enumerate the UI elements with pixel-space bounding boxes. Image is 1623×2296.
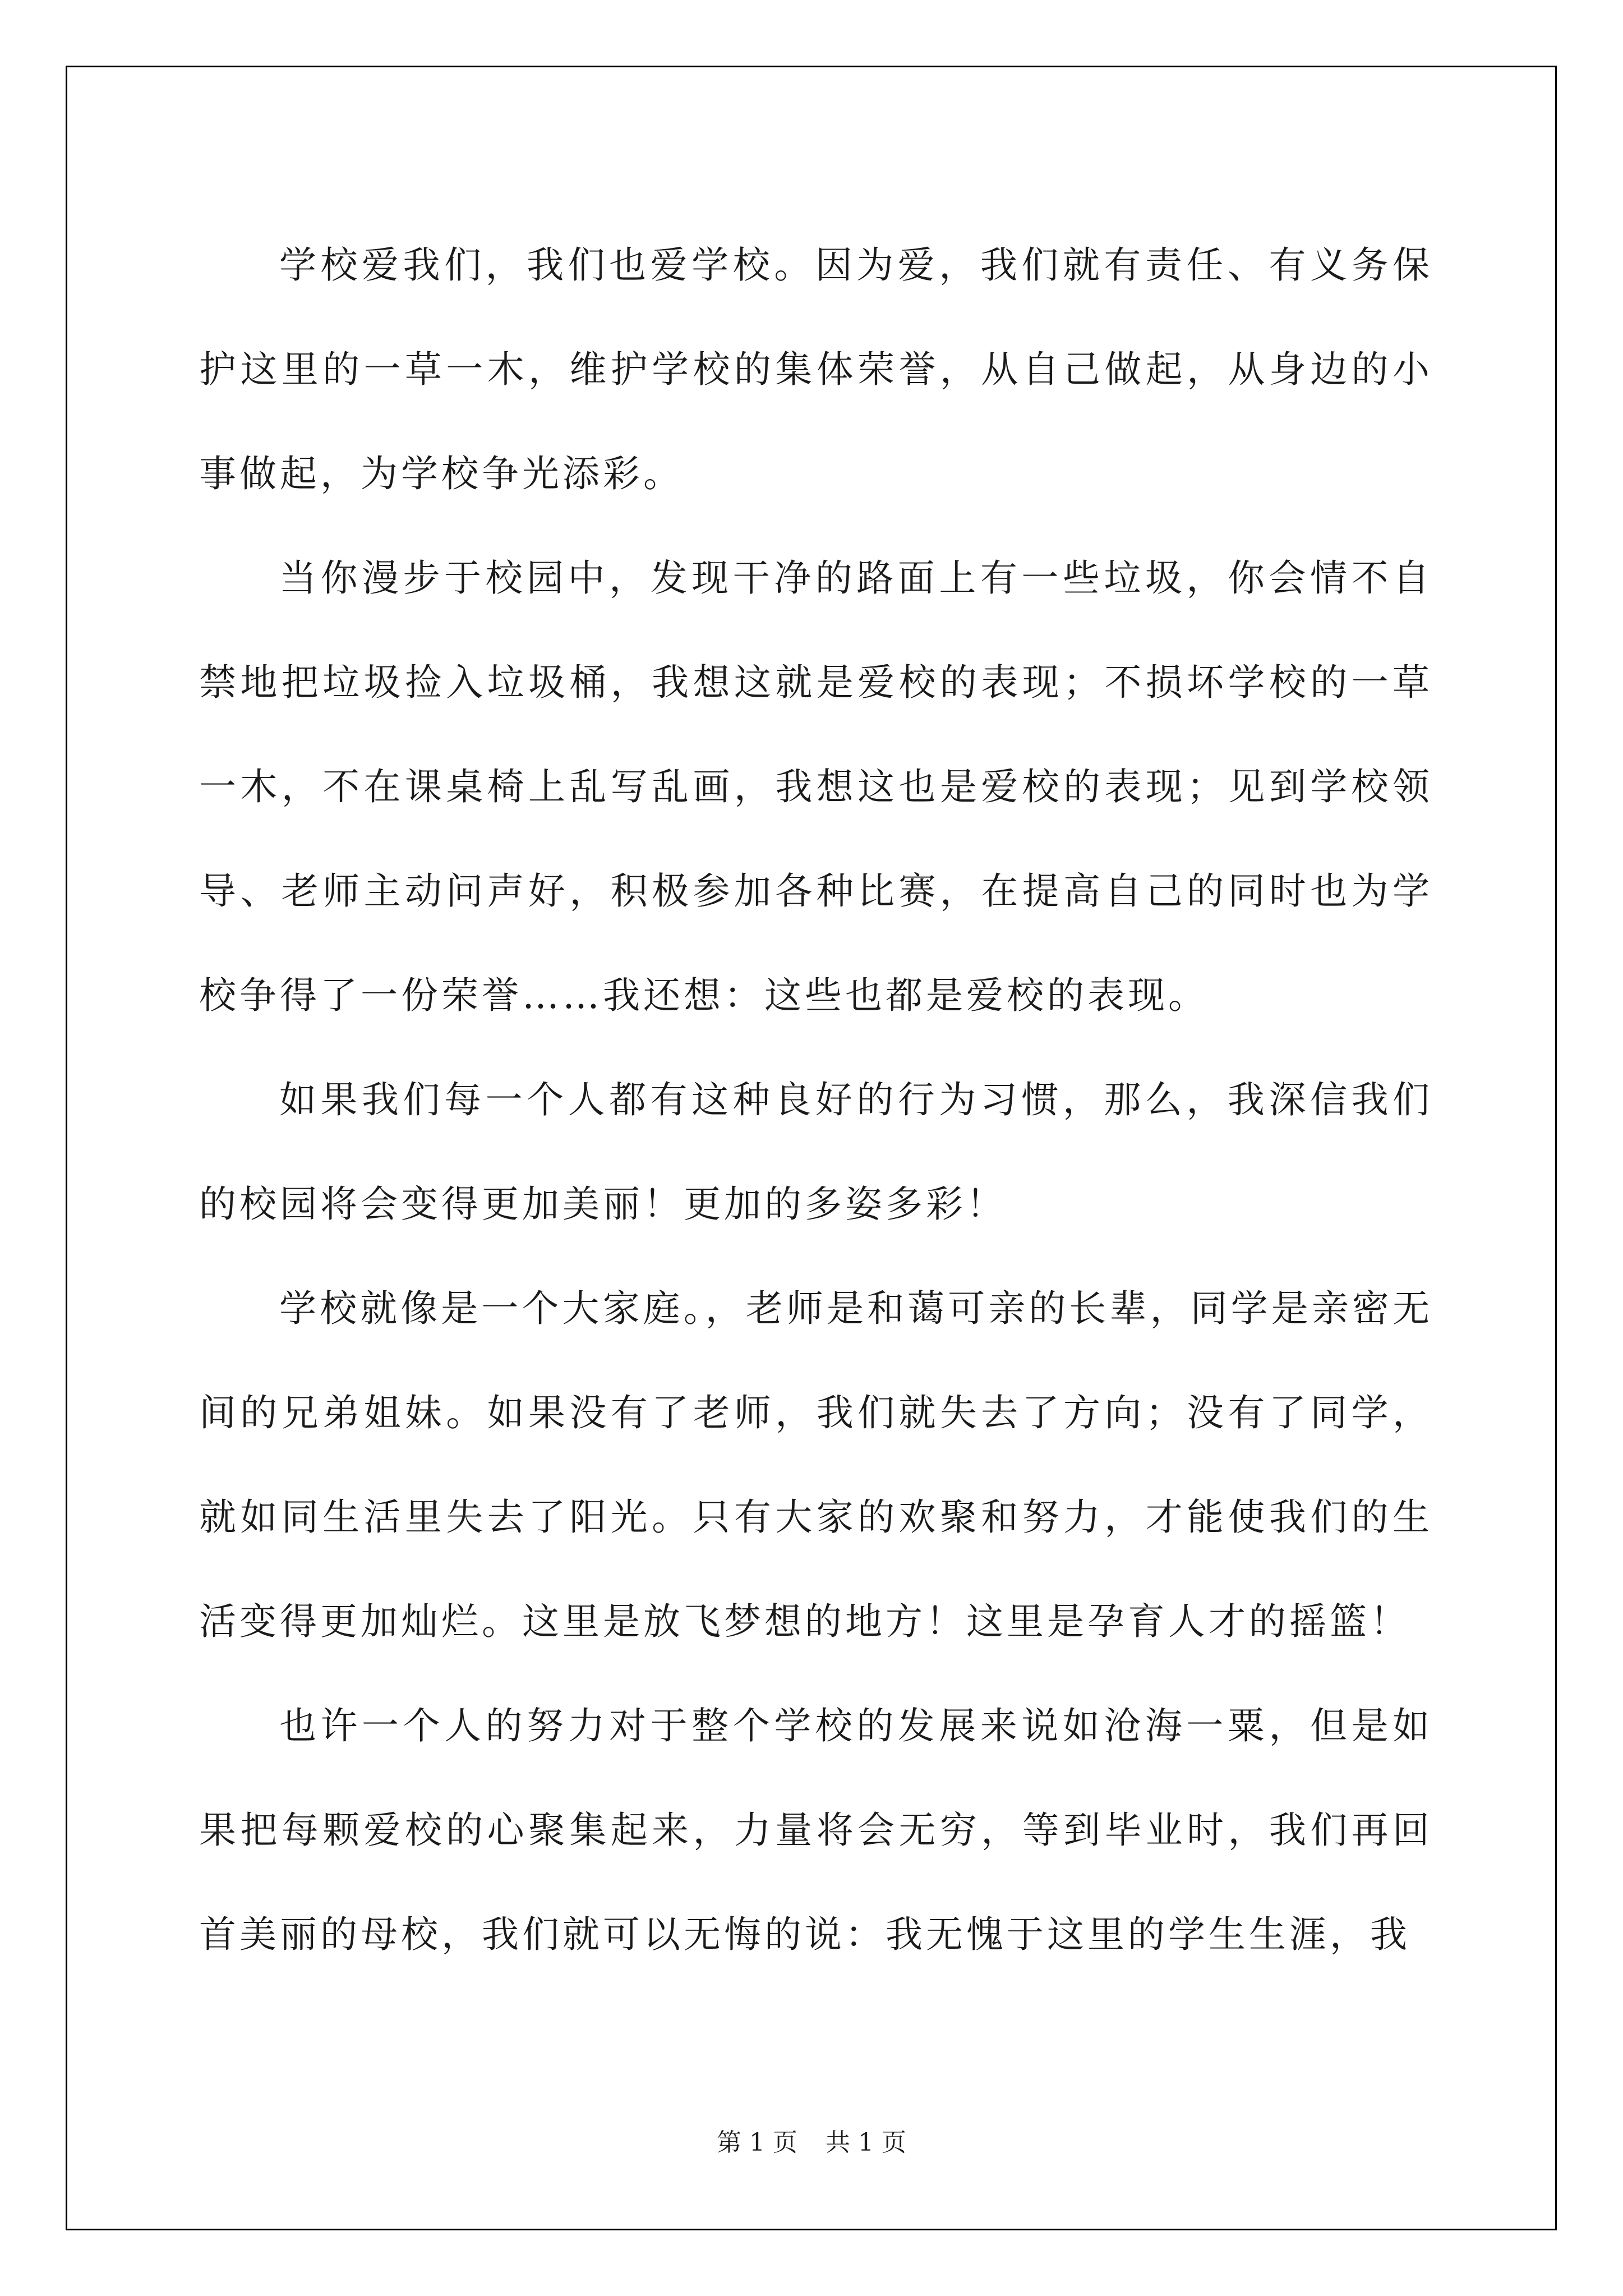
- page-number: 第 1 页: [717, 2128, 797, 2157]
- document-body: [199, 213, 1433, 1987]
- paragraph: 当你漫步于校园中，发现干净的路面上有一些垃圾，你会情不自禁地把垃圾捡入垃圾桶，我想这就是爱校的表现；不损坏学校的一草一木，不在课桌椅上乱写乱画，我想这也是爱校的表现；见到学校领导、老师主动问声好，积极参加各种比赛，在提高自己的同时也为学校争得了一份荣誉……我还想：这些也都是爱校的表现。: [199, 556, 1433, 1017]
- paragraph: 学校爱我们，我们也爱学校。因为爱，我们就有责任、有义务保护这里的一草一木，维护学校的集体荣誉，从自己做起，从身边的小事做起，为学校争光添彩。: [199, 243, 1433, 495]
- page-total: 共 1 页: [826, 2128, 906, 2157]
- page-footer: [0, 2126, 1623, 2160]
- paragraph: 也许一个人的努力对于整个学校的发展来说如沧海一粟，但是如果把每颗爱校的心聚集起来，力量将会无穷，等到毕业时，我们再回首美丽的母校，我们就可以无悔的说：我无愧于这里的学生生涯，我: [199, 1704, 1433, 1956]
- paragraph: 学校就像是一个大家庭。，老师是和蔼可亲的长辈，同学是亲密无间的兄弟姐妹。如果没有了老师，我们就失去了方向；没有了同学，就如同生活里失去了阳光。只有大家的欢聚和努力，才能使我们的生活变得更加灿烂。这里是放飞梦想的地方！这里是孕育人才的摇篮！: [199, 1287, 1433, 1643]
- paragraph: 如果我们每一个人都有这种良好的行为习惯，那么，我深信我们的校园将会变得更加美丽！更加的多姿多彩！: [199, 1078, 1433, 1226]
